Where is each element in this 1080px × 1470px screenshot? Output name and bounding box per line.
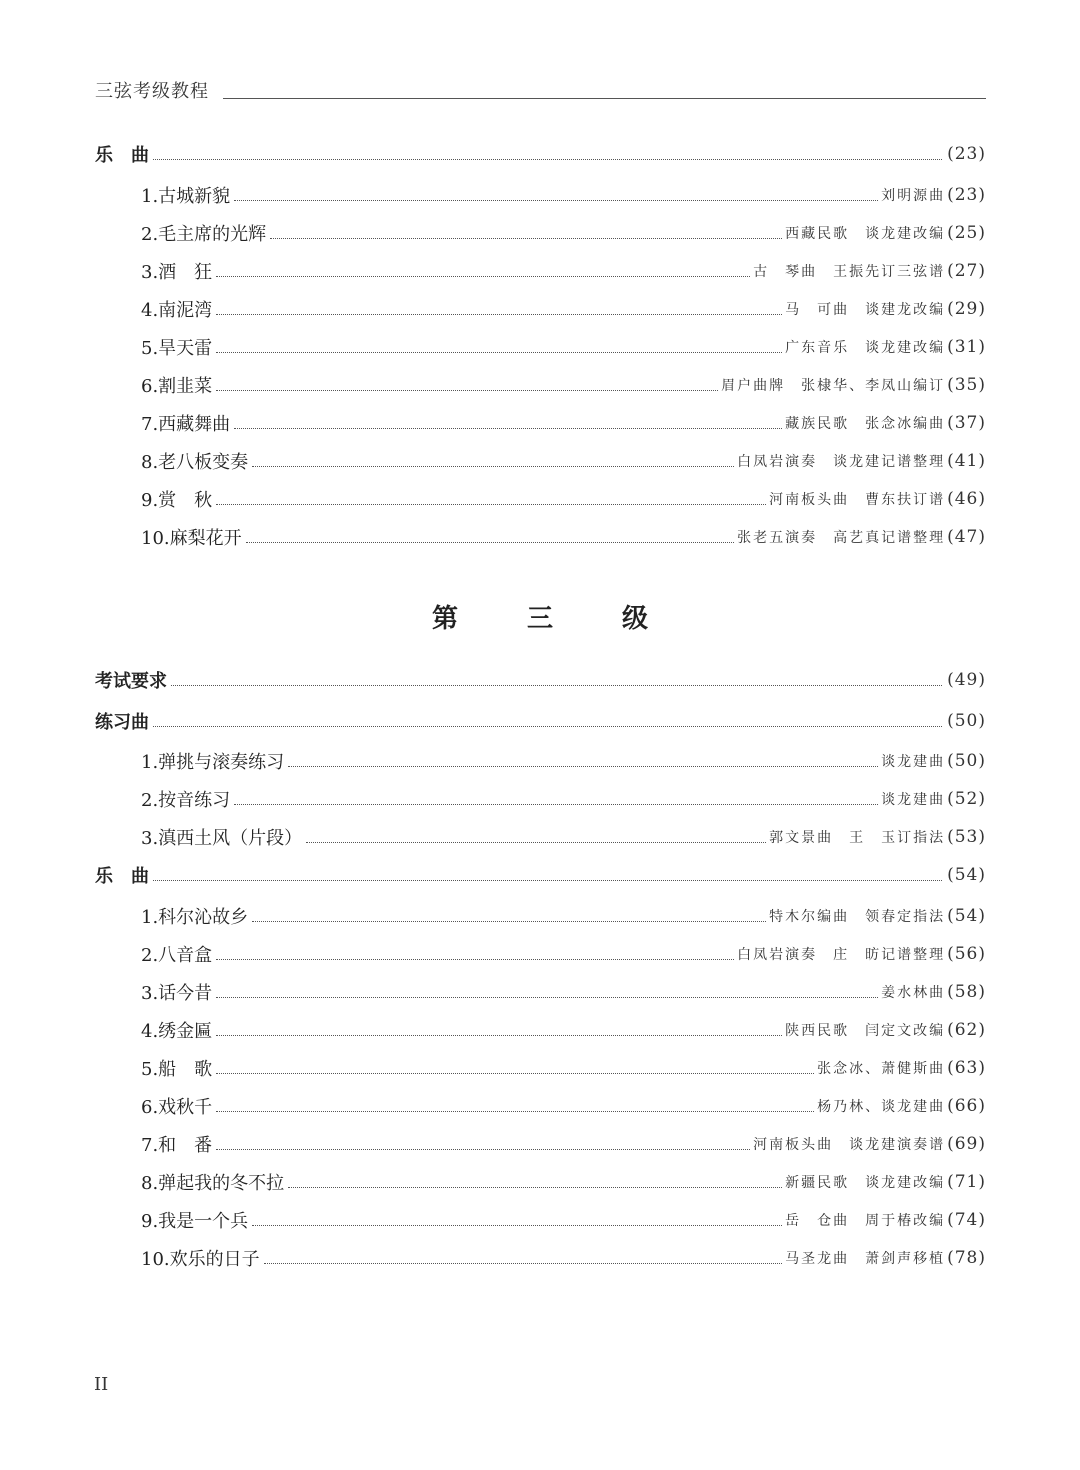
header-rule [223,98,986,99]
toc-credit: 特木尔编曲 领春定指法 [769,909,946,925]
level-heading: 第 三 级 [431,604,679,634]
toc-title: 2.按音练习 [141,790,231,811]
toc-title: 2.八音盒 [141,945,213,966]
toc-page-number: (62) [947,1020,986,1040]
toc-credit: 杨乃林、谈龙建曲 [817,1099,946,1115]
toc-title: 8.老八板变奏 [141,452,249,473]
dot-leader [216,959,734,960]
dot-leader [216,1035,782,1036]
toc-page-number: (56) [947,944,986,964]
toc-section-row[interactable] [95,666,986,694]
toc-credit: 古 琴曲 王振先订三弦谱 [753,264,946,280]
toc-title: 8.弹起我的冬不拉 [141,1173,285,1194]
toc-title: 3.酒 狂 [141,262,213,283]
dot-leader [216,1073,814,1074]
toc-page-number: (35) [947,375,986,395]
toc-credit: 眉户曲牌 张棣华、李凤山编订 [721,378,946,394]
toc-entry-row[interactable] [141,940,986,968]
toc-entry-row[interactable] [141,1016,986,1044]
toc-entry-row[interactable] [141,181,986,209]
toc-title: 乐 曲 [95,866,149,887]
toc-entry-row[interactable] [141,371,986,399]
toc-credit: 河南板头曲 曹东扶订谱 [769,492,946,508]
toc-entry-row[interactable] [141,978,986,1006]
toc-credit: 白凤岩演奏 谈龙建记谱整理 [737,454,946,470]
toc-credit: 岳 仓曲 周于椿改编 [785,1213,946,1229]
page-folio: II [94,1374,109,1395]
toc-credit: 张念冰、萧健斯曲 [817,1061,946,1077]
dot-leader [246,542,734,543]
toc-page-number: (63) [947,1058,986,1078]
toc-page-number: (29) [947,299,986,319]
toc-credit: 张老五演奏 高艺真记谱整理 [737,530,946,546]
toc-title: 5.旱天雷 [141,338,213,359]
dot-leader [216,352,782,353]
running-header [95,78,986,102]
toc-credit: 白凤岩演奏 庄 昉记谱整理 [737,947,946,963]
toc-page-number: (69) [947,1134,986,1154]
dot-leader [153,159,942,160]
toc-page-number: (25) [947,223,986,243]
toc-page-number: (23) [947,144,986,164]
toc-entry-row[interactable] [141,523,986,551]
dot-leader [216,276,750,277]
toc-entry-row[interactable] [141,219,986,247]
toc-credit: 马圣龙曲 萧剑声移植 [785,1251,946,1267]
toc-title: 2.毛主席的光辉 [141,224,267,245]
toc-entry-row[interactable] [141,257,986,285]
toc-entry-row[interactable] [141,1168,986,1196]
toc-page-number: (37) [947,413,986,433]
dot-leader [171,685,942,686]
dot-leader [216,314,782,315]
toc-title: 5.船 歌 [141,1059,213,1080]
toc-entry-row[interactable] [141,409,986,437]
toc-section-row[interactable] [95,861,986,889]
toc-page-number: (50) [947,711,986,731]
toc-entry-row[interactable] [141,1092,986,1120]
toc-page-number: (23) [947,185,986,205]
toc-credit: 广东音乐 谈龙建改编 [785,340,946,356]
dot-leader [306,842,766,843]
toc-entry-row[interactable] [141,1130,986,1158]
toc-entry-row[interactable] [141,1054,986,1082]
toc-title: 乐 曲 [95,145,149,166]
dot-leader [270,238,782,239]
toc-credit: 河南板头曲 谈龙建演奏谱 [753,1137,946,1153]
toc-section-row[interactable] [95,140,986,168]
toc-page-number: (71) [947,1172,986,1192]
toc-title: 1.弹挑与滚奏练习 [141,752,285,773]
toc-credit: 刘明源曲 [881,188,946,204]
toc-page-number: (41) [947,451,986,471]
toc-credit: 谈龙建曲 [881,792,946,808]
toc-entry-row[interactable] [141,823,986,851]
toc-credit: 新疆民歌 谈龙建改编 [785,1175,946,1191]
book-title: 三弦考级教程 [95,81,209,102]
toc-page-number: (47) [947,527,986,547]
toc-entry-row[interactable] [141,1244,986,1272]
dot-leader [216,1149,750,1150]
toc-credit: 郭文景曲 王 玉订指法 [769,830,946,846]
toc-page-number: (74) [947,1210,986,1230]
toc-title: 1.科尔沁故乡 [141,907,249,928]
toc-entry-row[interactable] [141,1206,986,1234]
toc-page-number: (78) [947,1248,986,1268]
toc-page-number: (52) [947,789,986,809]
toc-title: 10.麻梨花开 [141,528,242,549]
toc-page-number: (58) [947,982,986,1002]
toc-title: 7.西藏舞曲 [141,414,231,435]
toc-credit: 姜水林曲 [881,985,946,1001]
dot-leader [264,1263,782,1264]
dot-leader [252,466,734,467]
toc-credit: 陕西民歌 闫定文改编 [785,1023,946,1039]
toc-title: 9.赏 秋 [141,490,213,511]
toc-title: 10.欢乐的日子 [141,1249,260,1270]
toc-section-row[interactable] [95,707,986,735]
toc-page-number: (54) [947,865,986,885]
toc-title: 7.和 番 [141,1135,213,1156]
toc-title: 6.割韭菜 [141,376,213,397]
toc-entry-row[interactable] [141,785,986,813]
toc-entry-row[interactable] [141,747,986,775]
toc-page-number: (66) [947,1096,986,1116]
toc-page-number: (54) [947,906,986,926]
dot-leader [234,804,878,805]
toc-entry-row[interactable] [141,333,986,361]
toc-entry-row[interactable] [141,295,986,323]
toc-title: 4.绣金匾 [141,1021,213,1042]
dot-leader [153,726,942,727]
dot-leader [288,766,878,767]
toc-title: 3.滇西土风（片段） [141,828,303,849]
toc-title: 4.南泥湾 [141,300,213,321]
dot-leader [153,880,942,881]
toc-title: 6.戏秋千 [141,1097,213,1118]
toc-title: 练习曲 [95,712,149,733]
dot-leader [252,1225,782,1226]
toc-entry-row[interactable] [141,902,986,930]
toc-page-number: (46) [947,489,986,509]
toc-title: 1.古城新貌 [141,186,231,207]
dot-leader [252,921,766,922]
toc-credit: 谈龙建曲 [881,754,946,770]
toc-credit: 西藏民歌 谈龙建改编 [785,226,946,242]
toc-title: 3.话今昔 [141,983,213,1004]
toc-page-number: (53) [947,827,986,847]
dot-leader [216,504,766,505]
toc-page-number: (49) [947,670,986,690]
toc-credit: 藏族民歌 张念冰编曲 [785,416,946,432]
dot-leader [288,1187,782,1188]
toc-page-number: (31) [947,337,986,357]
dot-leader [216,390,718,391]
toc-title: 9.我是一个兵 [141,1211,249,1232]
toc-credit: 马 可曲 谈建龙改编 [785,302,946,318]
toc-entry-row[interactable] [141,447,986,475]
toc-page-number: (27) [947,261,986,281]
toc-title: 考试要求 [95,671,167,692]
dot-leader [234,428,782,429]
dot-leader [234,200,878,201]
toc-entry-row[interactable] [141,485,986,513]
dot-leader [216,997,878,998]
toc-page-number: (50) [947,751,986,771]
dot-leader [216,1111,814,1112]
